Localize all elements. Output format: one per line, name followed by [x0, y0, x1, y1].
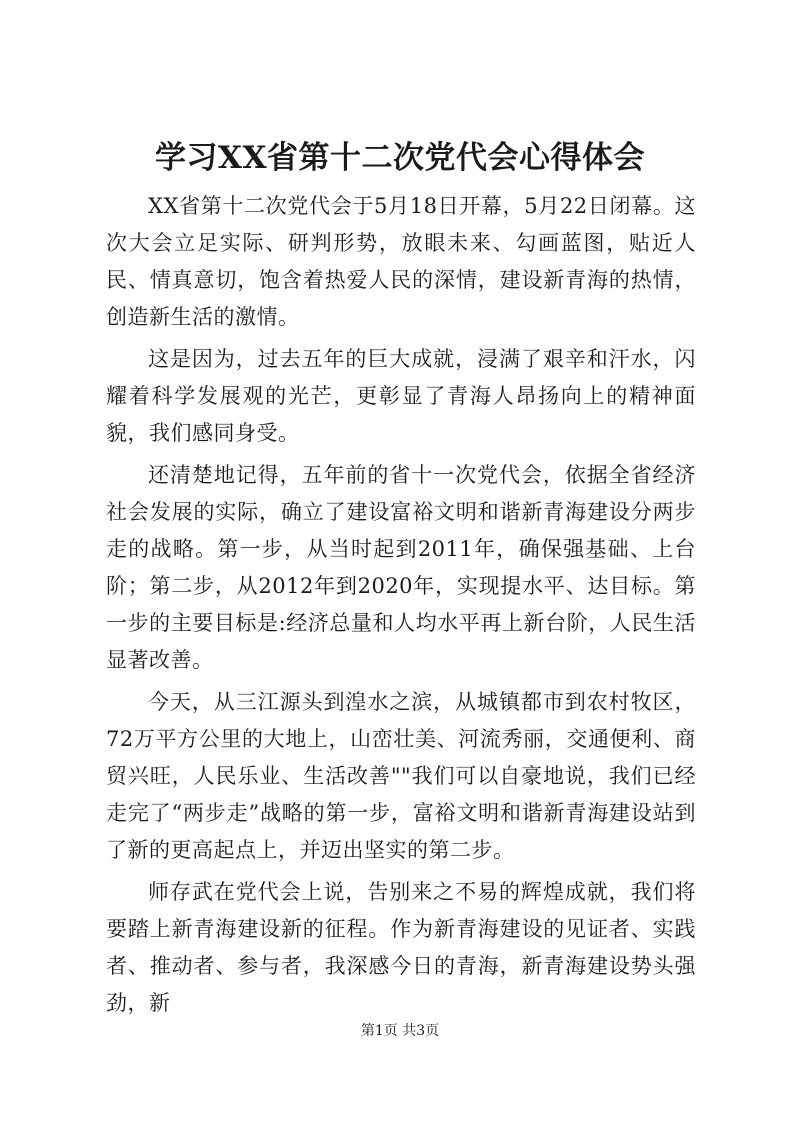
- document-title: 学习XX省第十二次党代会心得体会: [154, 140, 646, 176]
- paragraph: XX省第十二次党代会于5月18日开幕，5月22日闭幕。这次大会立足实际、研判形势，放眼未来、勾画蓝图，贴近人民、情真意切，饱含着热爱人民的深情，建设新青海的热情，创造新生活的激情。: [106, 194, 696, 329]
- paragraph: 这是因为，过去五年的巨大成就，浸满了艰辛和汗水，闪耀着科学发展观的光芒，更彰显了青海人昂扬向上的精神面貌，我们感同身受。: [106, 347, 696, 445]
- document-body: [106, 188, 696, 1027]
- page-footer: 第1页 共3页: [360, 1023, 440, 1039]
- paragraph: 还清楚地记得，五年前的省十一次党代会，依据全省经济社会发展的实际，确立了建设富裕文明和谐新青海建设分两步走的战略。第一步，从当时起到2011年，确保强基础、上台阶；第二步，从2012年到2020年，实现提水平、达目标。第一步的主要目标是:经济总量和人均水平再上新台阶，人民生活显著改善。: [106, 463, 696, 672]
- paragraph: 师存武在党代会上说，告别来之不易的辉煌成就，我们将要踏上新青海建设新的征程。作为新青海建设的见证者、实践者、推动者、参与者，我深感今日的青海，新青海建设势头强劲，新: [106, 880, 696, 1015]
- paragraph: 今天，从三江源头到湟水之滨，从城镇都市到农村牧区，72万平方公里的大地上，山峦壮美、河流秀丽，交通便利、商贸兴旺，人民乐业、生活改善""我们可以自豪地说，我们已经走完了“两步走”战略的第一步，富裕文明和谐新青海建设站到了新的更高起点上，并迈出坚实的第二步。: [106, 690, 696, 862]
